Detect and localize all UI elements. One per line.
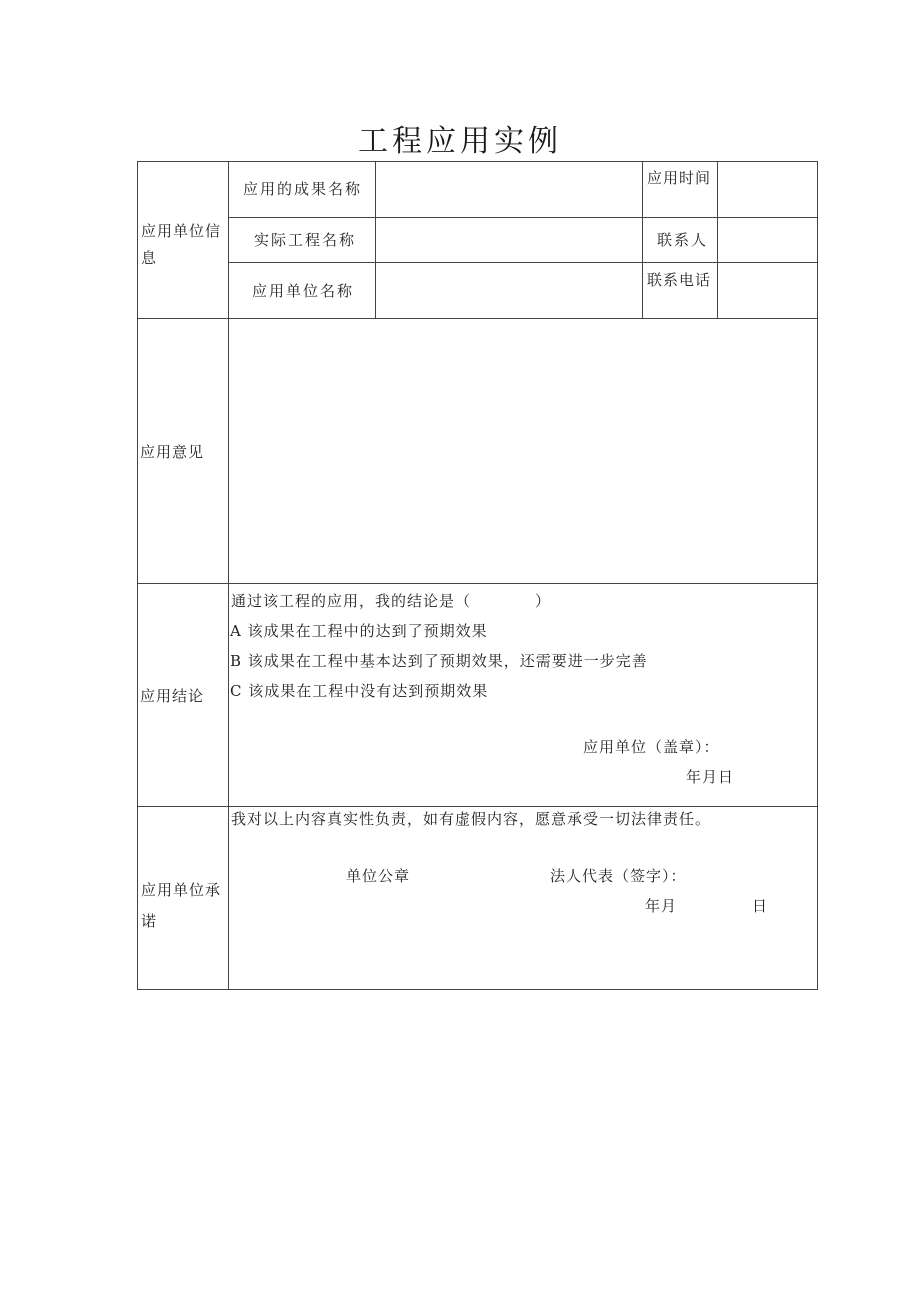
section-label-unit-info: 应用单位信息 [141, 222, 222, 267]
label-contact-phone: 联系电话 [647, 271, 712, 289]
label-project-name: 实际工程名称 [254, 231, 357, 249]
section-label-conclusion: 应用结论 [140, 687, 205, 705]
field-application-time[interactable] [719, 163, 816, 216]
commitment-legal-rep: 法人代表（签字）： [550, 867, 687, 885]
section-divider-info [137, 318, 818, 319]
label-achievement-name: 应用的成果名称 [243, 180, 363, 198]
row-divider-1 [228, 217, 818, 218]
conclusion-option-a[interactable]: A 该成果在工程中的达到了预期效果 [230, 622, 488, 640]
label-column-divider [228, 161, 229, 990]
field-application-opinion[interactable] [230, 320, 816, 582]
label-application-time: 应用时间 [647, 169, 712, 187]
section-label-commitment: 应用单位承诺 [141, 881, 222, 930]
conclusion-date-label: 年月日 [686, 768, 735, 786]
commitment-date-year-month: 年月 [645, 897, 678, 915]
conclusion-seal-label: 应用单位（盖章）： [583, 738, 720, 756]
table-border-left [137, 161, 138, 990]
field-achievement-name[interactable] [377, 163, 641, 216]
conclusion-intro: 通过该工程的应用，我的结论是（ ） [231, 592, 552, 610]
table-border-bottom [137, 989, 818, 990]
field-contact-person[interactable] [719, 219, 816, 261]
conclusion-option-c[interactable]: C 该成果在工程中没有达到预期效果 [230, 682, 489, 700]
section-divider-opinion [137, 583, 818, 584]
commitment-statement: 我对以上内容真实性负责，如有虚假内容，愿意承受一切法律责任。 [231, 810, 712, 828]
row-divider-2 [228, 262, 818, 263]
table-border-top [137, 161, 818, 162]
commitment-date-day: 日 [752, 897, 770, 915]
page-title: 工程应用实例 [358, 124, 562, 159]
field-contact-phone[interactable] [719, 264, 816, 317]
table-border-right [817, 161, 818, 990]
info-col-divider-1 [375, 161, 376, 319]
section-divider-conclusion [137, 806, 818, 807]
commitment-unit-seal: 单位公章 [346, 867, 411, 885]
info-col-divider-2 [642, 161, 643, 319]
label-contact-person: 联系人 [657, 231, 709, 249]
field-unit-name[interactable] [377, 264, 641, 317]
field-project-name[interactable] [377, 219, 641, 261]
section-label-opinion: 应用意见 [140, 443, 205, 461]
info-col-divider-3 [717, 161, 718, 319]
conclusion-option-b[interactable]: B 该成果在工程中基本达到了预期效果，还需要进一步完善 [230, 652, 648, 670]
label-unit-name: 应用单位名称 [252, 282, 355, 300]
